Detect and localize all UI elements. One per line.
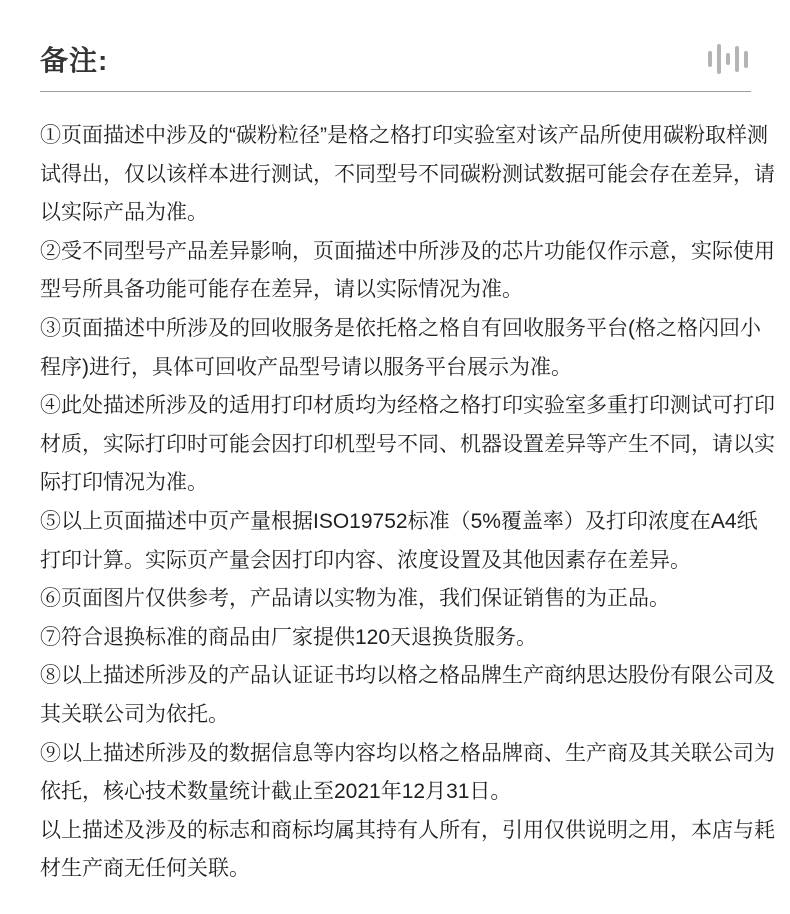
notes-list bbox=[0, 92, 790, 889]
note-paragraph-6: ⑥页面图片仅供参考，产品请以实物为准，我们保证销售的为正品。 bbox=[40, 587, 670, 611]
note-paragraph-4: ④此处描述所涉及的适用打印材质均为经格之格打印实验室多重打印测试可打印材质，实际打印时可能会因打印机型号不同、机器设置差异等产生不同，请以实际打印情况为准。 bbox=[40, 394, 775, 495]
wave-bar bbox=[717, 44, 721, 74]
note-paragraph-9: ⑨以上描述所涉及的数据信息等内容均以格之格品牌商、生产商及其关联公司为依托，核心技术数量统计截止至2021年12月31日。 bbox=[40, 741, 775, 804]
wave-bar bbox=[744, 51, 748, 68]
wave-bar bbox=[726, 53, 730, 65]
note-paragraph-2: ②受不同型号产品差异影响，页面描述中所涉及的芯片功能仅作示意，实际使用型号所具备功能可能存在差异，请以实际情况为准。 bbox=[40, 239, 775, 302]
note-paragraph-5: ⑤以上页面描述中页产量根据ISO19752标准（5%覆盖率）及打印浓度在A4纸打印计算。实际页产量会因打印内容、浓度设置及其他因素存在差异。 bbox=[40, 509, 758, 572]
page-title: 备注: bbox=[40, 45, 109, 76]
note-paragraph-1: ①页面描述中涉及的“碳粉粒径”是格之格打印实验室对该产品所使用碳粉取样测试得出，仅以该样本进行测试，不同型号不同碳粉测试数据可能会存在差异，请以实际产品为准。 bbox=[40, 124, 775, 225]
note-paragraph-trademark: 以上描述及涉及的标志和商标均属其持有人所有，引用仅供说明之用，本店与耗材生产商无任何关联。 bbox=[40, 818, 775, 881]
wave-bar bbox=[708, 51, 712, 67]
wave-bar bbox=[735, 46, 739, 72]
header bbox=[0, 0, 790, 76]
note-paragraph-3: ③页面描述中所涉及的回收服务是依托格之格自有回收服务平台(格之格闪回小程序)进行，具体可回收产品型号请以服务平台展示为准。 bbox=[40, 316, 761, 379]
soundwave-icon bbox=[708, 43, 748, 75]
note-paragraph-8: ⑧以上描述所涉及的产品认证证书均以格之格品牌生产商纳思达股份有限公司及其关联公司为依托。 bbox=[40, 664, 775, 726]
note-paragraph-7: ⑦符合退换标准的商品由厂家提供120天退换货服务。 bbox=[40, 625, 538, 649]
